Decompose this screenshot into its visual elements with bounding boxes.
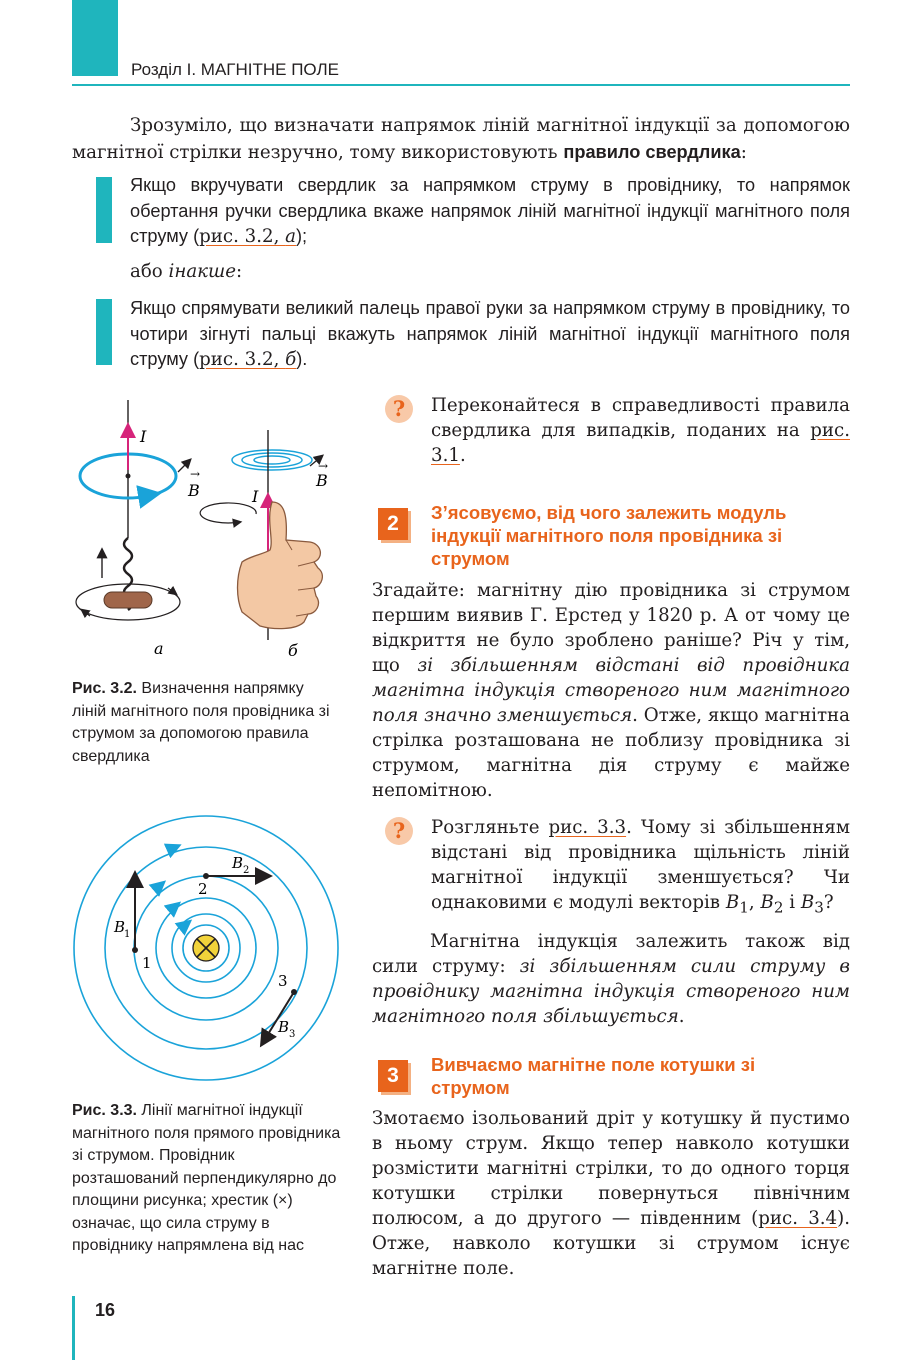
rule-marker-bar bbox=[96, 299, 112, 365]
fig-ref-3-3[interactable]: рис. 3.3 bbox=[548, 817, 627, 838]
svg-text:→: → bbox=[318, 459, 329, 473]
figure-3-3-caption: Рис. 3.3. Лінії магнітної індукції магнітного поля прямого провідника зі струмом. Провідник розташований перпендикулярно до площини рисунка; хрестик (×) означає, що сила струму в провіднику напрямлена від нас bbox=[72, 1102, 341, 1254]
figure-3-2-caption: Рис. 3.2. Визначення напрямку ліній магнітного поля провідника зі струмом за допомогою правила свердлика bbox=[72, 680, 330, 765]
svg-text:?: ? bbox=[392, 396, 406, 421]
section-3-badge: 3 bbox=[378, 1060, 408, 1092]
question-icon bbox=[384, 394, 414, 424]
section-2-title: З’ясовуємо, від чого залежить модуль індукції магнітного поля провідника зі струмом bbox=[431, 502, 787, 569]
svg-text:B: B bbox=[232, 854, 244, 872]
fig-ref-3-2a[interactable]: рис. 3.2, а bbox=[199, 226, 296, 247]
section-2-badge: 2 bbox=[378, 508, 408, 540]
running-header: Розділ І. МАГНІТНЕ ПОЛЕ bbox=[131, 60, 339, 79]
header-accent-block bbox=[72, 0, 118, 76]
svg-text:2: 2 bbox=[243, 865, 250, 876]
section-3-title: Вивчаємо магнітне поле котушки зі струмом bbox=[431, 1054, 756, 1098]
figure-3-2 bbox=[60, 390, 350, 670]
svg-text:3: 3 bbox=[289, 1029, 296, 1040]
label-b: б bbox=[288, 641, 298, 660]
right-hand-rule-text: Якщо спрямувати великий палець правої руки за напрямком струму в провіднику, то чотири зігнуті пальці вкажуть напрямок ліній магнітної індукції магнітного поля струму (рис. 3.2, б). bbox=[130, 298, 850, 370]
point-2-label: 2 bbox=[198, 880, 208, 898]
rule-marker-bar bbox=[96, 177, 112, 243]
footer-accent-bar bbox=[72, 1296, 75, 1360]
point-3-label: 3 bbox=[278, 972, 288, 990]
svg-text:B: B bbox=[316, 471, 328, 490]
current-strength-paragraph: Магнітна індукція залежить також від сили струму: зі збільшенням сили струму в провіднику магнітна індукція створеного ним магнітного поля збільшується. bbox=[372, 931, 850, 1027]
svg-text:I: I bbox=[252, 487, 259, 506]
label-a: а bbox=[154, 639, 164, 658]
fig-ref-3-4[interactable]: рис. 3.4 bbox=[758, 1208, 838, 1229]
question-icon bbox=[384, 816, 414, 846]
svg-text:→: → bbox=[190, 467, 201, 481]
intro-paragraph: Зрозуміло, що визначати напрямок ліній магнітної індукції за допомогою магнітної стрілки незручно, тому використовують правило свердлика: bbox=[72, 115, 850, 163]
question-1-text: Переконайтеся в справедливості правила свердлика для випадків, поданих на рис. 3.1. bbox=[431, 395, 850, 466]
svg-text:?: ? bbox=[392, 818, 406, 843]
svg-text:B: B bbox=[278, 1018, 290, 1036]
section-2-paragraph: Згадайте: магнітну дію провідника зі струмом першим виявив Г. Ерстед у 1820 р. А от чому це відкриття не було зроблено раніше? Річ у тім, що зі збільшенням відстані від провідника магнітна індукція створеного ним магнітного поля значно зменшується. Отже, якщо магнітна стрілка розташована не поблизу провідника зі струмом, магнітна дія струму є майже непомітною. bbox=[372, 580, 851, 801]
header-rule bbox=[72, 84, 850, 86]
gimlet-rule-text: Якщо вкручувати свердлик за напрямком струму в провіднику, то напрямок обертання ручки свердлика вкаже напрямок ліній магнітної індукції магнітного поля струму (рис. 3.2, а); bbox=[130, 175, 850, 247]
question-2-text: Розгляньте рис. 3.3. Чому зі збільшенням відстані від провідника щільність ліній магнітної індукції зменшується? Чи однаковими є модулі векторів $B_1$, $B_2$ і $B_3$? bbox=[431, 817, 850, 917]
svg-text:B: B bbox=[114, 918, 126, 936]
svg-text:1: 1 bbox=[124, 929, 131, 940]
section-3-paragraph: Змотаємо ізольований дріт у котушку й пустимо в ньому струм. Якщо тепер навколо котушки розмістити магнітні стрілки, то до одного торця котушки стрілки повернуться північним полюсом, а до другого — південним (рис. 3.4). Отже, навколо котушки зі струмом існує магнітне поле. bbox=[372, 1108, 851, 1279]
fig-ref-3-1[interactable]: рис. 3.1 bbox=[431, 420, 850, 466]
page-number: 16 bbox=[95, 1300, 116, 1320]
b-vector-label: B bbox=[188, 481, 200, 500]
figure-3-3 bbox=[72, 800, 352, 1090]
right-hand-diagram bbox=[200, 430, 328, 660]
or-otherwise-line: або інакше: bbox=[130, 261, 243, 282]
point-1-label: 1 bbox=[142, 954, 152, 972]
gimlet-diagram bbox=[76, 400, 200, 658]
current-label: I bbox=[140, 427, 147, 446]
fig-ref-3-2b[interactable]: рис. 3.2, б bbox=[199, 349, 297, 370]
